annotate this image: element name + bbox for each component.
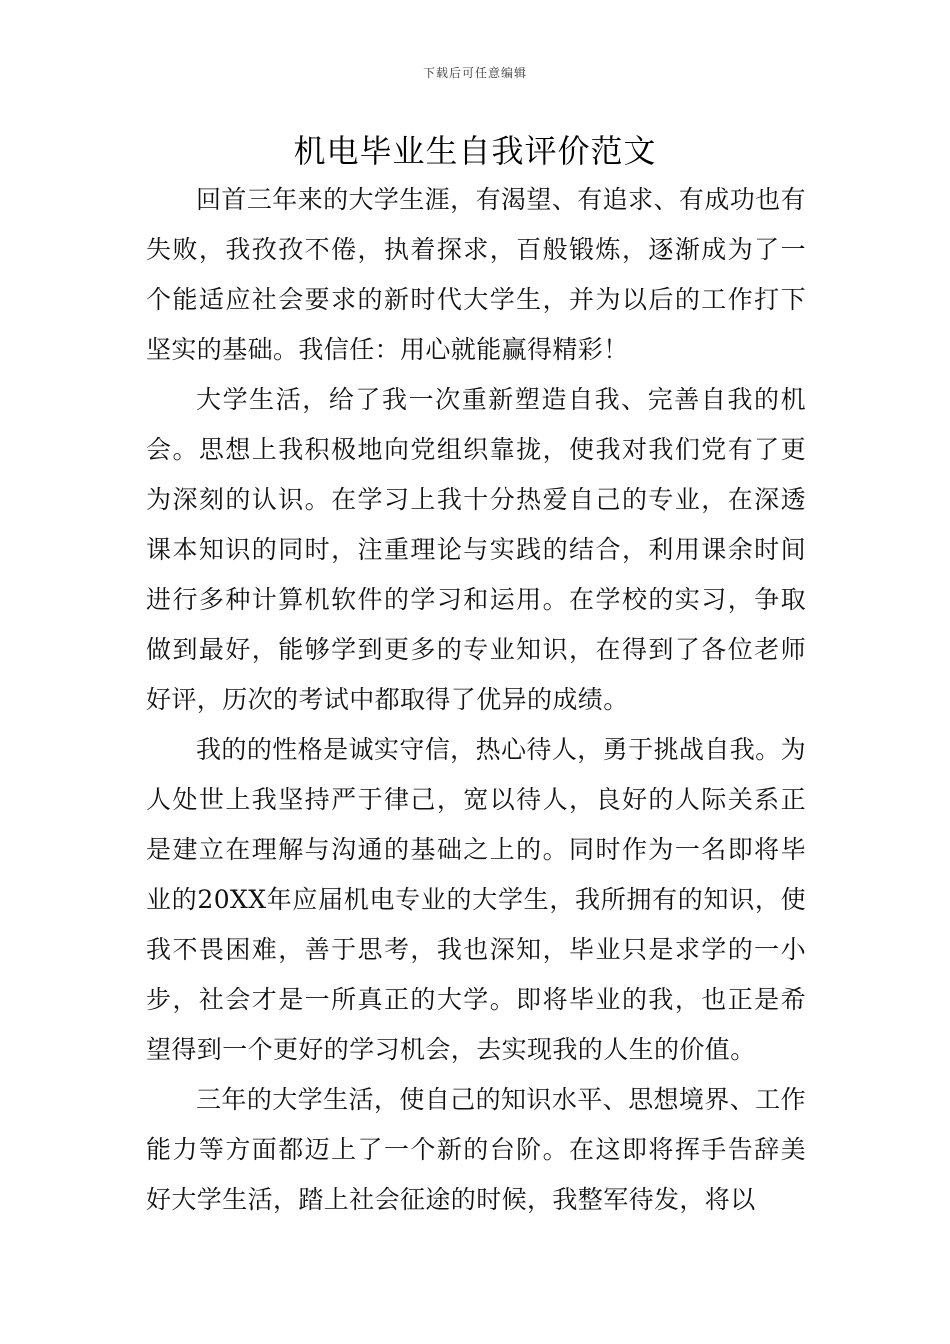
paragraph: 我的的性格是诚实守信，热心待人，勇于挑战自我。为人处世上我坚持严于律己，宽以待人，良好的人际关系正是建立在理解与沟通的基础之上的。同时作为一名即将毕业的20XX年应届机电专业的大学生，我所拥有的知识，使我不畏困难，善于思考，我也深知，毕业只是求学的一小步，社会才是一所真正的大学。即将毕业的我，也正是希望得到一个更好的学习机会，去实现我的人生的价值。 (146, 735, 806, 1064)
paragraph: 大学生活，给了我一次重新塑造自我、完善自我的机会。思想上我积极地向党组织靠拢，使我对我们党有了更为深刻的认识。在学习上我十分热爱自己的专业，在深透课本知识的同时，注重理论与实践的结合，利用课余时间进行多种计算机软件的学习和运用。在学校的实习，争取做到最好，能够学到更多的专业知识，在得到了各位老师好评，历次的考试中都取得了优异的成绩。 (146, 385, 806, 714)
header-note: 下载后可任意编辑 (422, 66, 527, 80)
paragraph: 三年的大学生活，使自己的知识水平、思想境界、工作能力等方面都迈上了一个新的台阶。在这即将挥手告辞美好大学生活，踏上社会征途的时候，我整军待发，将以 (146, 1085, 806, 1214)
document-body (146, 175, 806, 1225)
document-title: 机电毕业生自我评价范文 (293, 132, 657, 170)
paragraph: 回首三年来的大学生涯，有渴望、有追求、有成功也有失败，我孜孜不倦，执着探求，百般锻炼，逐渐成为了一个能适应社会要求的新时代大学生，并为以后的工作打下坚实的基础。我信任：用心就能赢得精彩！ (146, 185, 806, 364)
